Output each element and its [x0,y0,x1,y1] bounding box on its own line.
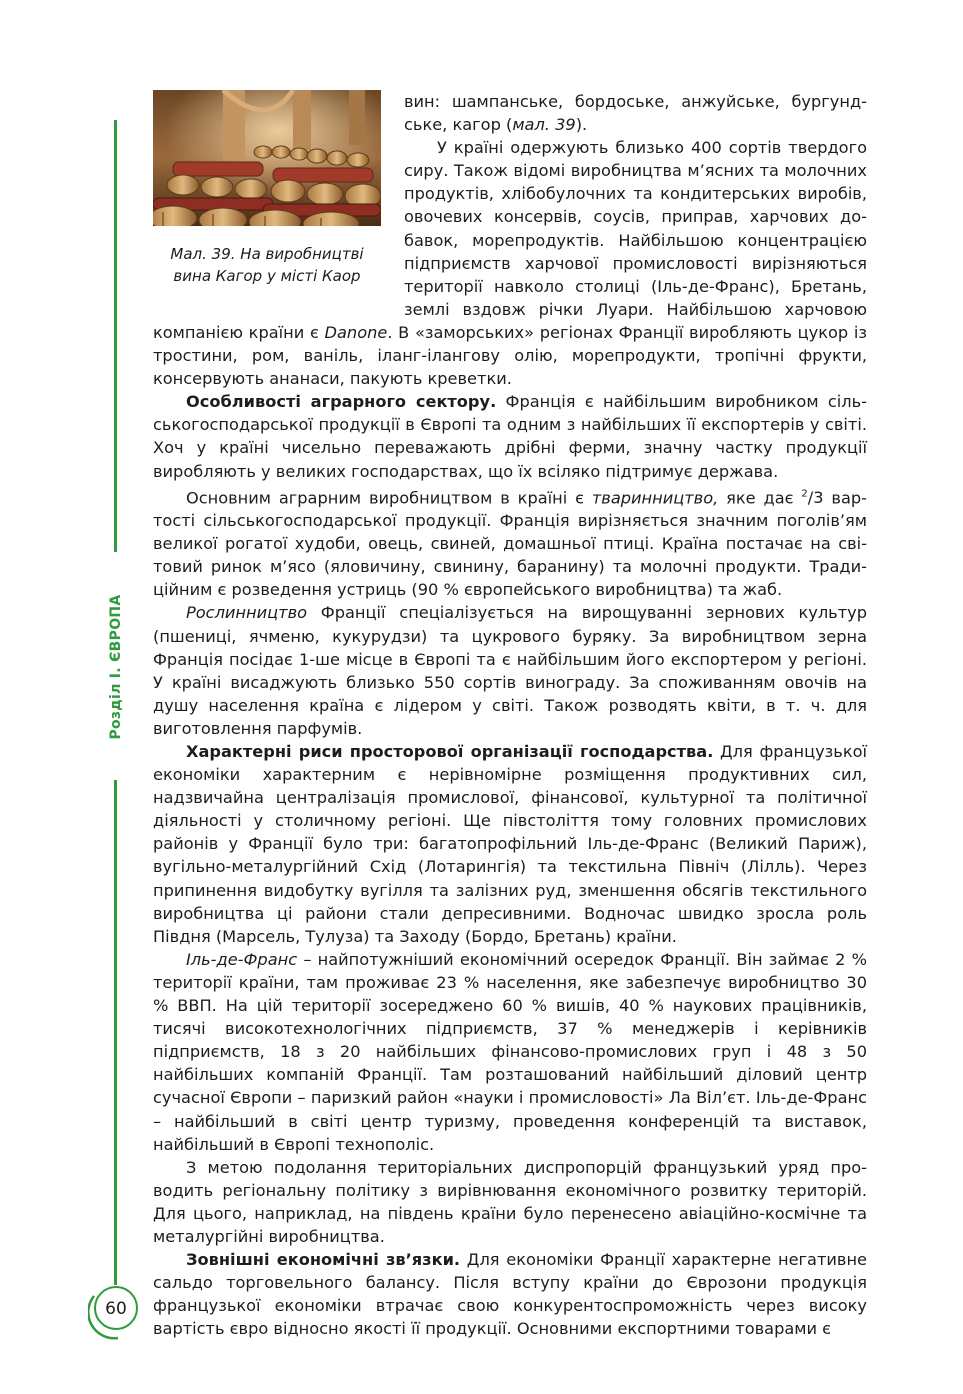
side-accent-line-bottom [114,780,117,1285]
paragraph-ile-de-france: Іль-де-Франс – найпотужніший економічний осередок Франції. Він займає 2 % території країни, там проживає 23 % населення, яке забезпечує виробництво 30 % ВВП. На цій території зосереджено 60 % вишів, 40 % наукових працівників, тисячі високотехнологічних підприємств, 37 % менеджерів і керівників підприємств, 18 з 20 найбільших фінансово-промислових груп і 48 з 50 найбільших компаній Франції. Там розташований найбільший діловий центр сучасної Європи – паризкий район «науки і промисловості» Ла Віл’єт. Іль-де-Франс – найбільший в світі центр туризму, проведення конференцій та виставок, найбільший в Європі технополіс. [153,949,867,1154]
figure-caption-line-2: вина Кагор у місті Каор [173,267,361,285]
fraction-two-thirds: $^2$/3 [801,487,824,507]
paragraph-wines: вин: шампанське, бордоське, анжуйське, бургундське, кагор (мал. 39). [404,92,867,135]
paragraph-spatial-organization: Характерні риси просторової організації господарства. Для французької економіки характерним є нерівномірне розміщення продуктивних сил, надзвичайна централізація промислової, фінансової, культурної та політичної діяльності у столичному регіоні. Ще півстоліття тому головних промислових районів у Франції було три: багатопрофільний Іль-де-Франс (Великий Париж), вугільно-металургійний Схід (Лотарингія) та текстильна Північ (Лілль). Через припинення видобутку вугілля та залізних руд, зменшення обсягів текстильного виробництва ці райони стали депресивними. Водночас швидко зросла роль Півдня (Марсель, Тулуза) та Заходу (Бордо, Бретань) країни. [153,742,867,946]
side-accent-line-top [114,120,117,552]
page-number-badge [94,1286,138,1330]
paragraph-crop-farming: Рослинництво Франції спеціалізується на вирощуванні зернових культур (пшениці, ячменю, кукурудзи) та цукрового буряку. За виробництвом зерна Франція посідає 1-ше місце в Європі та є найбільшим його експортером у регіоні. У країні висаджують близько 550 сортів винограду. За споживанням овочів на душу населення країна є лідером у світі. Також розводять квіти, в т. ч. для виготовлення парфумів. [153,603,867,738]
paragraph-agrarian-sector: Особливості аграрного сектору. Франція є найбільшим виробником сільськогосподарської продукції в Європі та одним з найбільших її експортерів у світі. Хоч у країні чисельно переважають дрібні ферми, значну частку продукції виробляють у великих господарствах, що їх всіляко підтримує держава. [153,392,867,481]
paragraph-food-industry: У країні одержують близько 400 сортів твердого сиру. Також відомі виробництва м’ясних та молочних продуктів, хлібобулочних та кондитерських виробів, овочевих консервів, соусів, приправ, харчових добавок, морепродуктів. Найбільшою концентрацією підприємств харчової промисловості вирізняються території навколо столиці (Іль-де-Франс), Бретань, землі вздовж річки Луари. Найбільшою харчовою компанією країни є Danone. В «заморських» регіонах Франції виробляють цукор із тростини, ром, ваніль, іланг-ілангову олію, морепродукти, тропічні фрукти, консервують ананаси, пакують креветки. [153,138,868,389]
figure-space [153,90,404,302]
section-title-vertical: Розділ I. ЄВРОПА [108,594,124,740]
page-number: 60 [105,1299,127,1319]
heading-agrarian-sector: Особливості аграрного сектору. [186,392,497,412]
paragraph-external-relations: Зовнішні економічні зв’язки. Для економіки Франції характерне негативне сальдо торговельного балансу. Після вступу країни до Єврозони продукція французької економіки втрачає свою конкурентоспроможність через високу вартість євро відносно якості її продукції. Основними експортними товарами є [153,1250,867,1339]
paragraph-livestock: Основним аграрним виробництвом в країні є тваринництво, яке дає $^2$/3 вартості сільськогосподарської продукції. Франція вирізняється значним поголів’ям великої рогатої худоби, овець, свиней, домашньої птиці. Країна постачає на світовий ринок м’ясо (яловичину, свинину, баранину) та молочні продукти. Традиційним є розведення устриць (90 % європейського виробництва) та жаб. [153,487,867,600]
figure-caption-line-1: Мал. 39. На виробництві [170,245,364,263]
paragraph-regional-policy: З метою подолання територіальних диспропорцій французький уряд проводить регіональну політику з вирівнювання економічного розвитку територій. Для цього, наприклад, на південь країни було перенесено авіаційно-космічне та металургійні виробництва. [153,1157,867,1246]
body-text [153,90,867,1340]
heading-external-relations: Зовнішні економічні зв’язки. [186,1250,461,1270]
heading-spatial-organization: Характерні риси просторової організації господарства. [186,742,714,762]
